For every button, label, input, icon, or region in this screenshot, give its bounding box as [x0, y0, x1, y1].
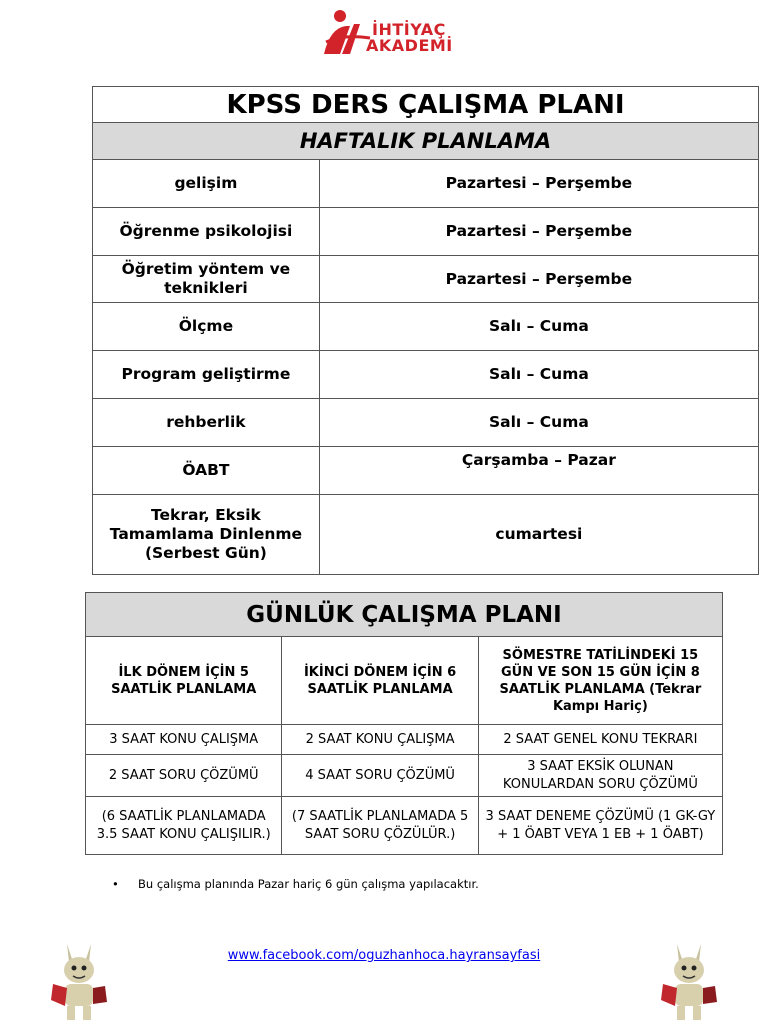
table-row [93, 303, 759, 351]
column-header: İKİNCİ DÖNEM İÇİN 6 SAATLİK PLANLAMA [282, 637, 478, 725]
plan-cell: 3 SAAT DENEME ÇÖZÜMÜ (1 GK-GY + 1 ÖABT VEYA 1 EB + 1 ÖABT) [478, 797, 722, 855]
daily-plan-table [85, 592, 723, 855]
table-row [93, 447, 759, 495]
table-row [93, 256, 759, 303]
plan-cell: 3 SAAT KONU ÇALIŞMA [86, 725, 282, 755]
table-row [86, 797, 723, 855]
subject-cell: Tekrar, Eksik Tamamlama Dinlenme (Serbest Gün) [93, 495, 320, 575]
column-header: SÖMESTRE TATİLİNDEKİ 15 GÜN VE SON 15 GÜN İÇİN 8 SAATLİK PLANLAMA (Tekrar Kampı Hariç) [478, 637, 722, 725]
subject-cell: rehberlik [93, 399, 320, 447]
subject-cell: gelişim [93, 160, 320, 208]
column-header-row [86, 637, 723, 725]
days-cell: Pazartesi – Perşembe [319, 160, 758, 208]
days-cell: cumartesi [319, 495, 758, 575]
days-cell: Pazartesi – Perşembe [319, 256, 758, 303]
weekly-title: KPSS DERS ÇALIŞMA PLANI [93, 87, 759, 123]
days-cell: Salı – Cuma [319, 303, 758, 351]
column-header: İLK DÖNEM İÇİN 5 SAATLİK PLANLAMA [86, 637, 282, 725]
weekly-subtitle: HAFTALIK PLANLAMA [93, 123, 759, 160]
days-cell: Salı – Cuma [319, 399, 758, 447]
table-row [86, 755, 723, 797]
logo-text-line2: AKADEMİ [366, 36, 453, 55]
plan-cell: 2 SAAT SORU ÇÖZÜMÜ [86, 755, 282, 797]
bullet-icon: • [112, 877, 119, 891]
subject-cell: Ölçme [93, 303, 320, 351]
table-row [93, 351, 759, 399]
plan-cell: (6 SAATLİK PLANLAMADA 3.5 SAAT KONU ÇALIŞILIR.) [86, 797, 282, 855]
table-row [86, 725, 723, 755]
table-row [93, 495, 759, 575]
days-cell: Salı – Cuma [319, 351, 758, 399]
note [112, 877, 479, 891]
days-cell: Çarşamba – Pazar [319, 447, 758, 495]
logo-text-line1: İHTİYAÇ [372, 20, 446, 39]
plan-cell: 2 SAAT GENEL KONU TEKRARI [478, 725, 722, 755]
plan-cell: 3 SAAT EKSİK OLUNAN KONULARDAN SORU ÇÖZÜMÜ [478, 755, 722, 797]
facebook-link[interactable]: www.facebook.com/oguzhanhoca.hayransayfasi [227, 948, 541, 963]
plan-cell: (7 SAATLİK PLANLAMADA 5 SAAT SORU ÇÖZÜLÜR.) [282, 797, 478, 855]
subject-cell: ÖABT [93, 447, 320, 495]
weekly-plan-table [92, 86, 759, 575]
table-row [93, 160, 759, 208]
subject-cell: Öğrenme psikolojisi [93, 208, 320, 256]
subject-cell: Program geliştirme [93, 351, 320, 399]
days-cell: Pazartesi – Perşembe [319, 208, 758, 256]
logo [320, 8, 480, 58]
mascot-icon [655, 940, 725, 1024]
plan-cell: 4 SAAT SORU ÇÖZÜMÜ [282, 755, 478, 797]
mascot-icon [45, 940, 115, 1024]
plan-cell: 2 SAAT KONU ÇALIŞMA [282, 725, 478, 755]
subject-cell: Öğretim yöntem ve teknikleri [93, 256, 320, 303]
table-row [93, 399, 759, 447]
table-row [93, 208, 759, 256]
daily-title: GÜNLÜK ÇALIŞMA PLANI [86, 593, 723, 637]
note-text: Bu çalışma planında Pazar hariç 6 gün çalışma yapılacaktır. [138, 877, 479, 891]
